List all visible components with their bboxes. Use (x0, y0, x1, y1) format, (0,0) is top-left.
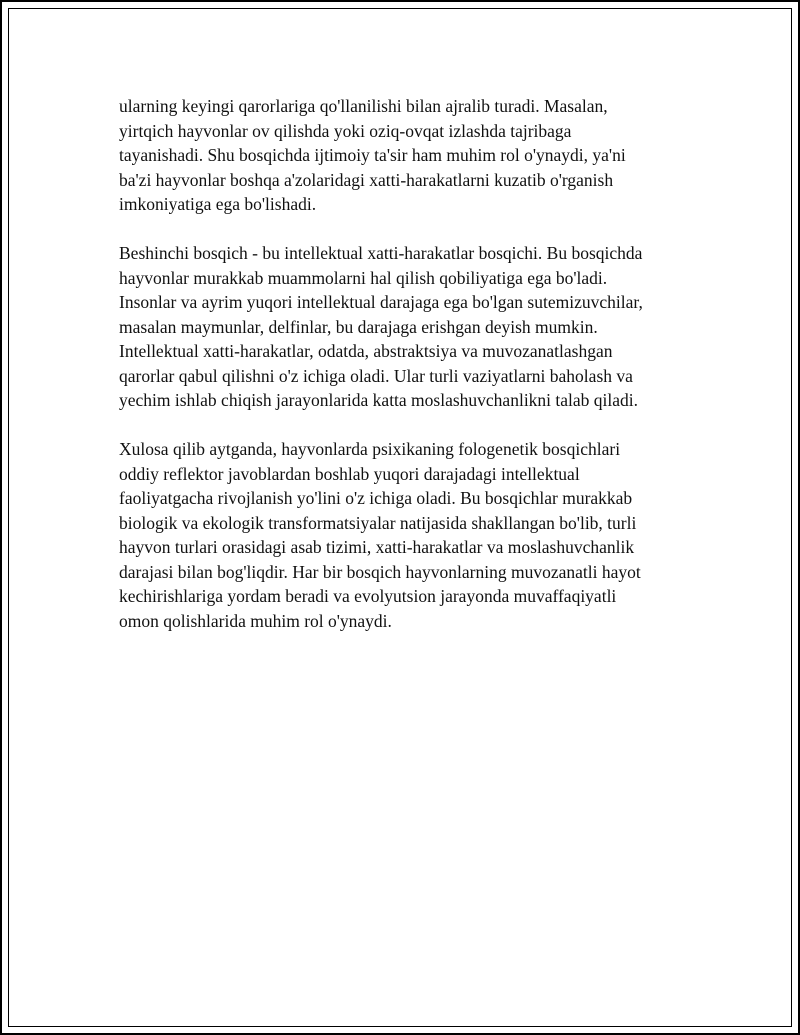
page-content (119, 94, 679, 658)
paragraph-line: imkoniyatiga ega bo'lishadi. (119, 194, 317, 214)
paragraph-line: Insonlar va ayrim yuqori intellektual darajaga ega bo'lgan sutemizuvchilar, (119, 292, 643, 312)
paragraph-line: kechirishlariga yordam beradi va evolyutsion jarayonda muvaffaqiyatli (119, 586, 617, 606)
paragraph-line: ularning keyingi qarorlariga qo'llanilishi bilan ajralib turadi. Masalan, (119, 96, 608, 116)
paragraph-line: ba'zi hayvonlar boshqa a'zolaridagi xatti-harakatlarni kuzatib o'rganish (119, 169, 614, 190)
paragraph-line: qarorlar qabul qilishni o'z ichiga oladi. Ular turli vaziyatlarni baholash va (119, 365, 633, 386)
paragraph-line: yechim ishlab chiqish jarayonlarida katta moslashuvchanlikni talab qiladi. (119, 390, 639, 410)
paragraph-line: masalan maymunlar, delfinlar, bu darajaga erishgan deyish mumkin. (119, 316, 598, 337)
paragraph-line: biologik va ekologik transformatsiyalar natijasida shakllangan bo'lib, turli (119, 512, 637, 533)
paragraph-line: hayvon turlari orasidagi asab tizimi, xatti-harakatlar va moslashuvchanlik (119, 537, 635, 557)
paragraph-line: tayanishadi. Shu bosqichda ijtimoiy ta'sir ham muhim rol o'ynaydi, ya'ni (119, 145, 626, 165)
paragraph-2 (119, 241, 679, 413)
paragraph-line: oddiy reflektor javoblardan boshlab yuqori darajadagi intellektual (119, 463, 580, 484)
paragraph-1 (119, 94, 679, 217)
paragraph-3 (119, 437, 679, 633)
paragraph-line: hayvonlar murakkab muammolarni hal qilish qobiliyatiga ega bo'ladi. (119, 267, 608, 288)
paragraph-line: yirtqich hayvonlar ov qilishda yoki oziq-ovqat izlashda tajribaga (119, 120, 572, 141)
paragraph-line: Xulosa qilib aytganda, hayvonlarda psixikaning fologenetik bosqichlari (119, 439, 621, 459)
paragraph-line: darajasi bilan bog'liqdir. Har bir bosqich hayvonlarning muvozanatli hayot (119, 561, 641, 582)
paragraph-line: omon qolishlarida muhim rol o'ynaydi. (119, 610, 392, 631)
paragraph-line: Beshinchi bosqich - bu intellektual xatti-harakatlar bosqichi. Bu bosqichda (119, 243, 643, 263)
paragraph-line: faoliyatgacha rivojlanish yo'lini o'z ichiga oladi. Bu bosqichlar murakkab (119, 488, 633, 508)
paragraph-line: Intellektual xatti-harakatlar, odatda, abstraktsiya va muvozanatlashgan (119, 341, 613, 361)
